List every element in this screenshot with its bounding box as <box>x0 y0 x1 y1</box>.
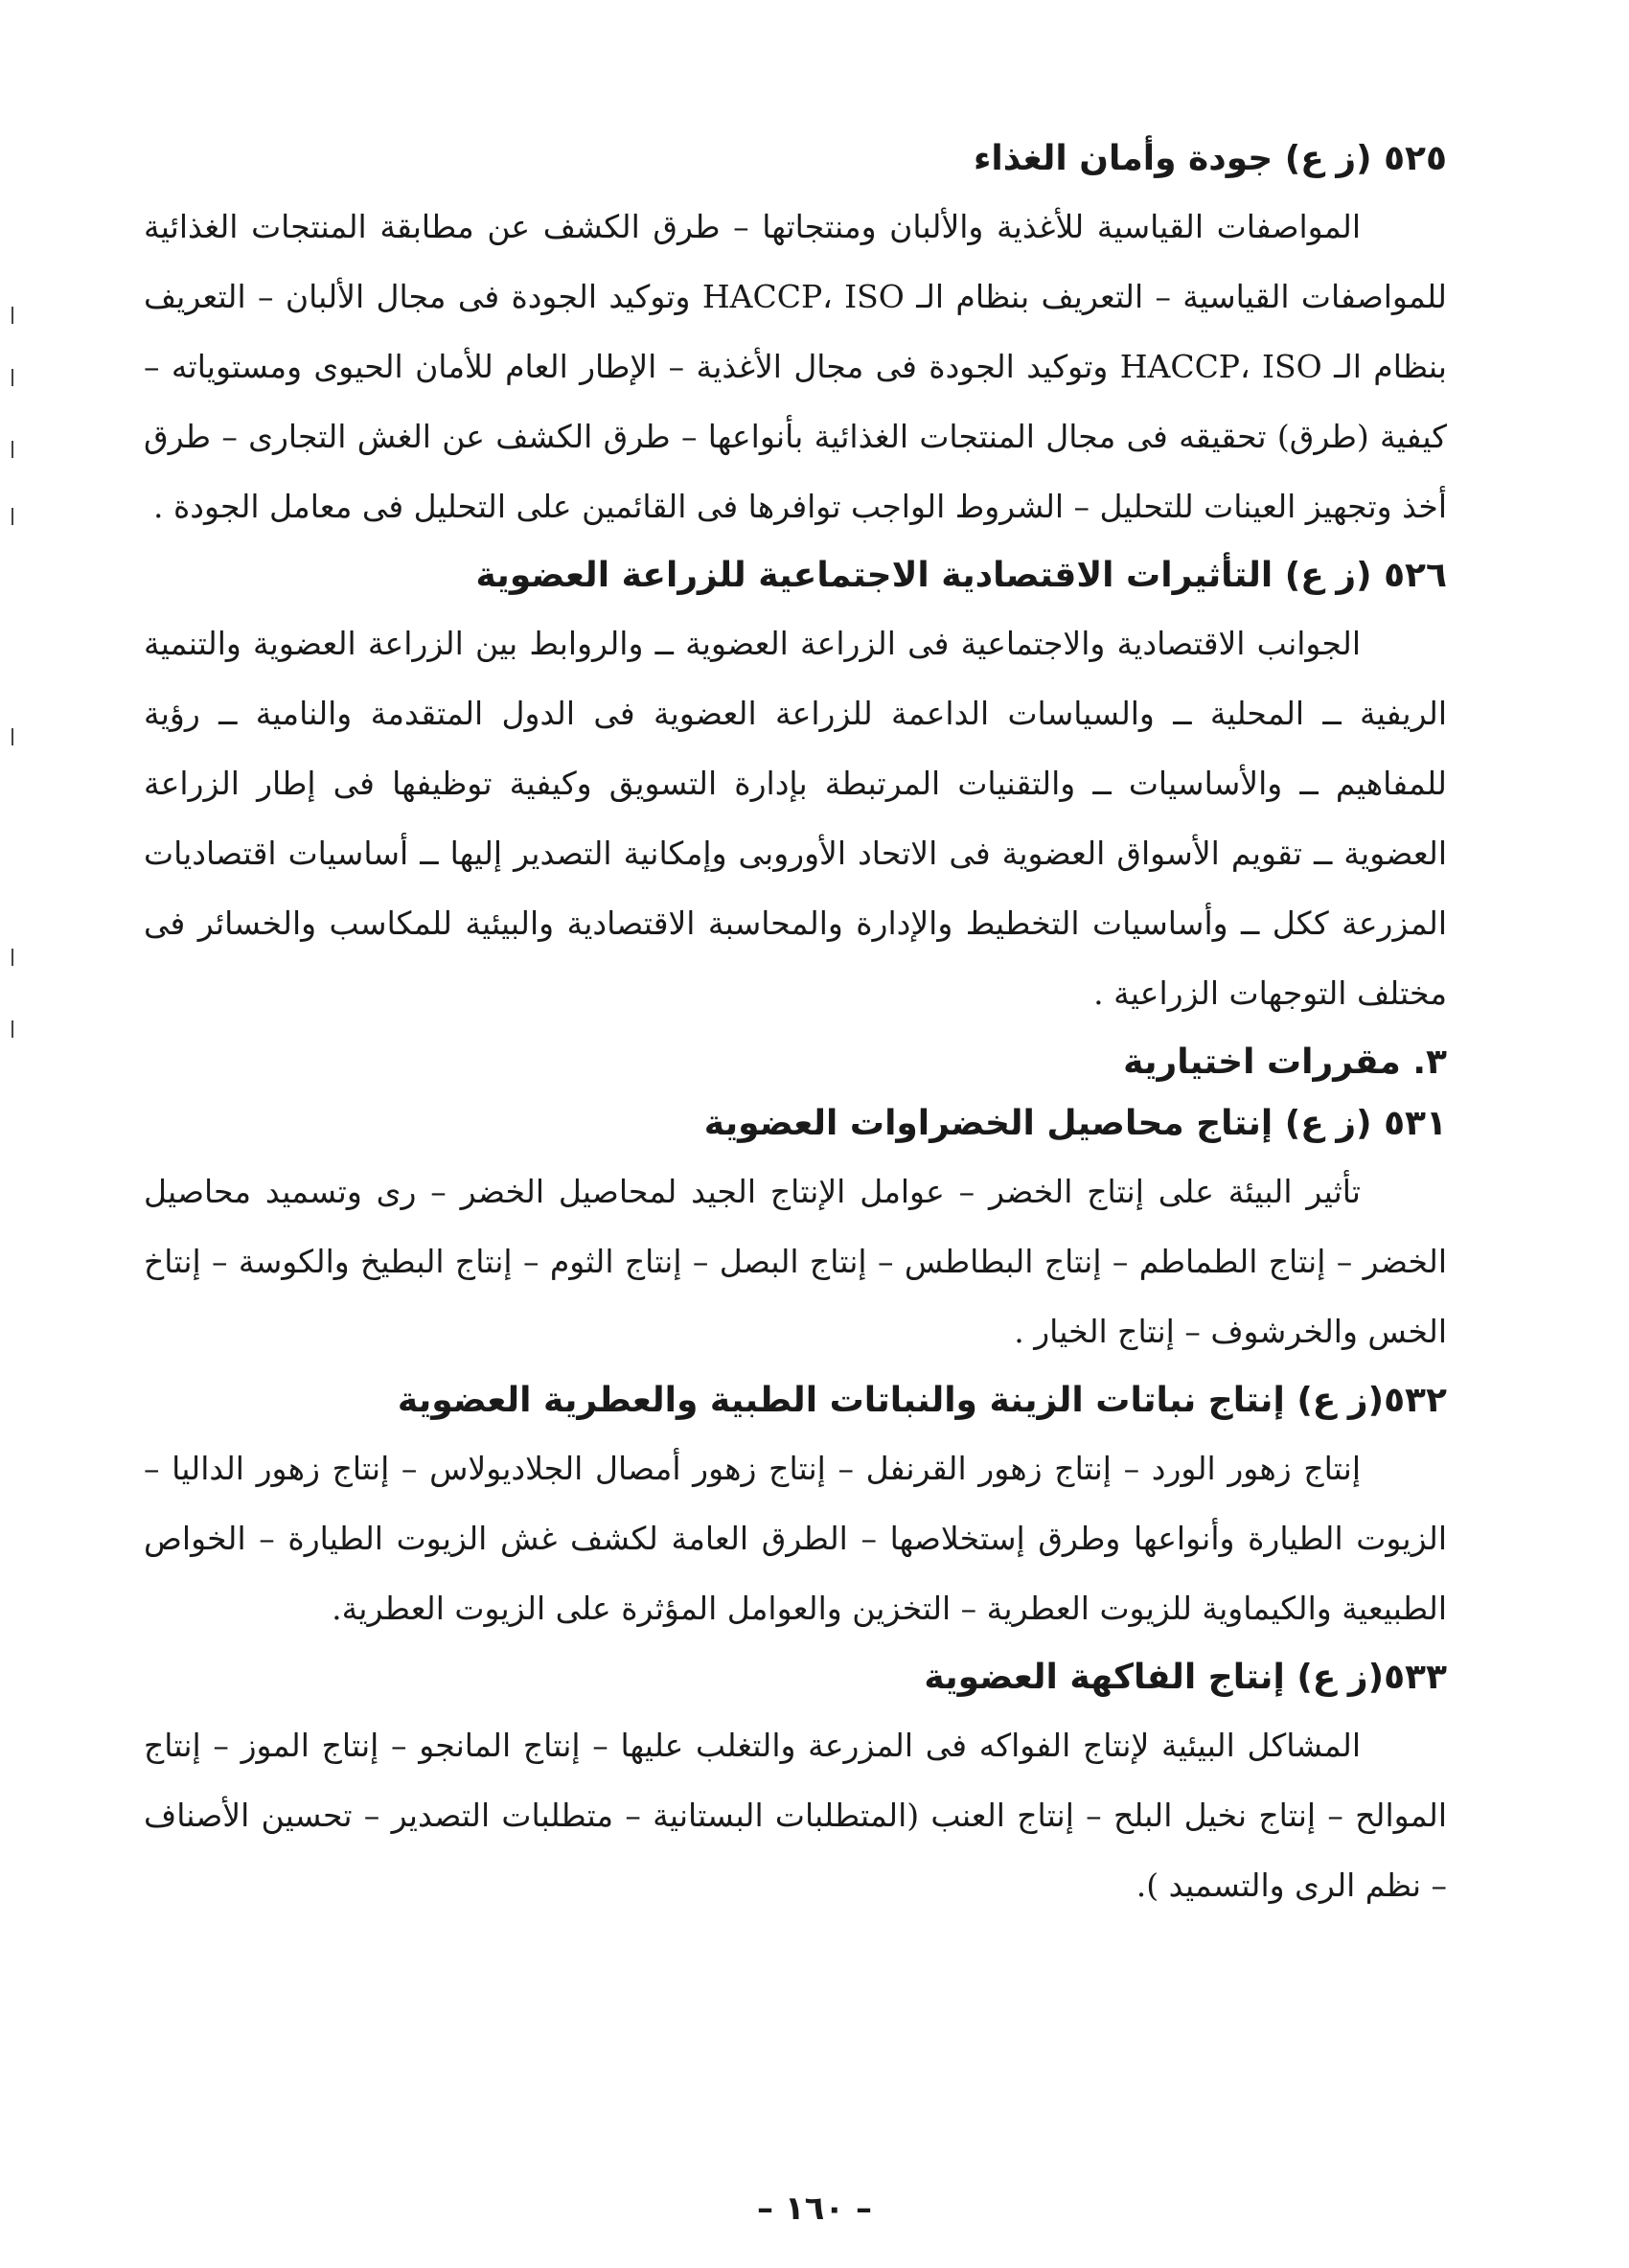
section-526 <box>144 549 1447 1028</box>
section-heading: ٣. مقررات اختيارية <box>1123 1042 1447 1082</box>
section-525 <box>144 132 1447 541</box>
scan-mark <box>11 949 13 966</box>
scan-mark <box>11 1020 13 1038</box>
scan-mark <box>11 728 13 745</box>
section-532 <box>144 1374 1447 1643</box>
section-533 <box>144 1651 1447 1920</box>
course-description: إنتاج زهور الورد – إنتاج زهور القرنفل – إنتاج زهور أمصال الجلاديولاس – إنتاج زهور الداليا – الزيوت الطيارة وأنواعها وطرق إستخلاصها – الطرق العامة لكشف غش الزيوت الطيارة – الخواص الطبيعية والكيماوية للزيوت العطرية – التخزين والعوامل المؤثرة على الزيوت العطرية. <box>144 1450 1447 1627</box>
course-heading: ٥٣١ (ز ع) إنتاج محاصيل الخضراوات العضوية <box>703 1104 1447 1143</box>
document-page <box>144 125 1447 1920</box>
page-number: – ١٦٠ – <box>757 2189 872 2228</box>
course-heading: ٥٣٢(ز ع) إنتاج نباتات الزينة والنباتات الطبية والعطرية العضوية <box>397 1381 1447 1420</box>
course-heading: ٥٢٥ (ز ع) جودة وأمان الغذاء <box>973 139 1447 178</box>
course-description: الجوانب الاقتصادية والاجتماعية فى الزراعة العضوية ــ والروابط بين الزراعة العضوية والتنمية الريفية ــ المحلية ــ والسياسات الداعمة للزراعة العضوية فى الدول المتقدمة والنامية ــ رؤية للمفاهيم ــ والأساسيات ــ والتقنيات المرتبطة بإدارة التسويق وكيفية توظيفها فى إطار الزراعة العضوية ــ تقويم الأسواق العضوية فى الاتحاد الأوروبى وإمكانية التصدير إليها ــ أساسيات اقتصاديات المزرعة ككل ــ وأساسيات التخطيط والإدارة والمحاسبة الاقتصادية والبيئية للمكاسب والخسائر فى مختلف التوجهات الزراعية . <box>144 625 1447 1012</box>
scan-mark <box>11 441 13 458</box>
scan-mark <box>11 508 13 525</box>
course-heading: ٥٣٣(ز ع) إنتاج الفاكهة العضوية <box>924 1658 1447 1697</box>
course-description: المشاكل البيئية لإنتاج الفواكه فى المزرعة والتغلب عليها – إنتاج المانجو – إنتاج الموز – إنتاج الموالح – إنتاج نخيل البلح – إنتاج العنب (المتطلبات البستانية – متطلبات التصدير – تحسين الأصناف – نظم الرى والتسميد ). <box>144 1727 1447 1904</box>
scan-mark <box>11 307 13 324</box>
scan-mark <box>11 369 13 386</box>
section-531 <box>144 1097 1447 1366</box>
course-description: المواصفات القياسية للأغذية والألبان ومنتجاتها – طرق الكشف عن مطابقة المنتجات الغذائية للمواصفات القياسية – التعريف بنظام الـ HACCP، ISO وتوكيد الجودة فى مجال الألبان – التعريف بنظام الـ HACCP، ISO وتوكيد الجودة فى مجال الأغذية – الإطار العام للأمان الحيوى ومستوياته – كيفية (طرق) تحقيقه فى مجال المنتجات الغذائية بأنواعها – طرق الكشف عن الغش التجارى – طرق أخذ وتجهيز العينات للتحليل – الشروط الواجب توافرها فى القائمين على التحليل فى معامل الجودة . <box>144 208 1447 525</box>
course-heading: ٥٢٦ (ز ع) التأثيرات الاقتصادية الاجتماعية للزراعة العضوية <box>475 556 1447 595</box>
section-electives <box>144 1036 1447 1089</box>
course-description: تأثير البيئة على إنتاج الخضر – عوامل الإنتاج الجيد لمحاصيل الخضر – رى وتسميد محاصيل الخضر – إنتاج الطماطم – إنتاج البطاطس – إنتاج البصل – إنتاج الثوم – إنتاج البطيخ والكوسة – إنتاخ الخس والخرشوف – إنتاج الخيار . <box>144 1173 1447 1350</box>
